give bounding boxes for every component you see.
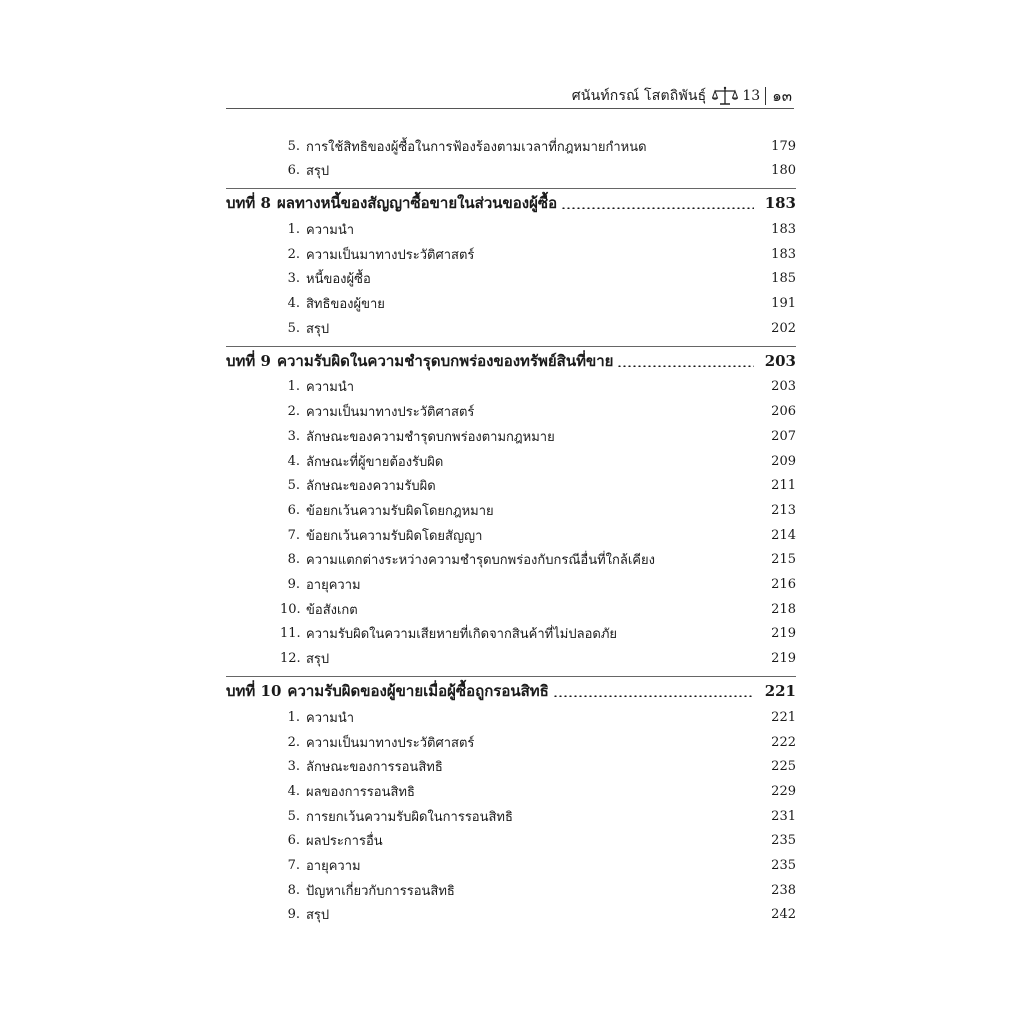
- entry-number: 1.: [287, 221, 300, 237]
- entry-page-number: 207: [771, 428, 796, 444]
- entry-page-number: 242: [771, 907, 796, 923]
- entry-title: ความเป็นมาทางประวัติศาสตร์: [306, 247, 475, 263]
- entry-title: ข้อสังเกต: [306, 602, 358, 618]
- entry-number: 3.: [287, 759, 300, 775]
- toc-entry-row: [280, 780, 796, 802]
- entry-title: สรุป: [306, 908, 330, 924]
- toc-entry-row: [280, 731, 796, 753]
- entry-number: 8.: [287, 552, 300, 568]
- entry-page-number: 218: [771, 601, 796, 617]
- entry-title: สิทธิของผู้ขาย: [306, 297, 385, 312]
- toc-chapter-row: [226, 350, 796, 372]
- entry-page-number: 235: [771, 858, 796, 873]
- entry-title: ความแตกต่างระหว่างความชำรุดบกพร่องกับกรณีอื่นที่ใกล้เคียง: [306, 553, 655, 569]
- entry-title: อายุความ: [306, 578, 361, 593]
- entry-title: ปัญหาเกี่ยวกับการรอนสิทธิ: [306, 883, 455, 899]
- toc-entry-row: [280, 499, 796, 521]
- entry-page-number: 219: [771, 626, 796, 642]
- toc-entry-row: [280, 524, 796, 546]
- entry-title: ผลประการอื่น: [306, 834, 383, 850]
- entry-number: 5.: [287, 478, 300, 494]
- page-number-arabic: 13: [742, 88, 761, 104]
- entry-title: ความนำ: [306, 222, 355, 238]
- chapter-divider: [226, 346, 796, 347]
- entry-number: 6.: [287, 502, 300, 518]
- entry-number: 3.: [287, 271, 300, 287]
- entry-page-number: 235: [771, 833, 796, 849]
- entry-page-number: 202: [771, 320, 796, 336]
- entry-title: ข้อยกเว้นความรับผิดโดยสัญญา: [306, 528, 483, 544]
- entry-page-number: 225: [771, 759, 796, 775]
- toc-entry-row: [280, 855, 796, 877]
- entry-page-number: 206: [771, 404, 796, 420]
- entry-number: 6.: [287, 833, 300, 849]
- entry-page-number: 183: [771, 246, 796, 262]
- entry-number: 2.: [287, 404, 300, 420]
- toc-entry-row: [280, 830, 796, 852]
- toc-entry-row: [280, 376, 796, 398]
- entry-title: ความเป็นมาทางประวัติศาสตร์: [306, 735, 475, 751]
- entry-title: ความนำ: [306, 380, 355, 396]
- author-name: ศนันท์กรณ์ โสตถิพันธุ์: [571, 88, 707, 104]
- entry-title: ความเป็นมาทางประวัติศาสตร์: [306, 405, 475, 421]
- chapter-title: ความรับผิดในความชำรุดบกพร่องของทรัพย์สินที่ขาย: [276, 351, 614, 370]
- toc-entry-row: [280, 135, 796, 157]
- entry-title: สรุป: [306, 164, 330, 180]
- running-header: [226, 80, 794, 109]
- entry-number: 7.: [287, 858, 300, 873]
- entry-number: 11.: [280, 626, 301, 642]
- toc-entry-row: [280, 623, 796, 645]
- toc-entry-row: [280, 805, 796, 827]
- toc-entry-row: [280, 598, 796, 620]
- entry-number: 5.: [287, 138, 300, 154]
- chapter-label: บทที่ 10: [226, 682, 282, 701]
- entry-number: 4.: [287, 296, 300, 311]
- entry-number: 12.: [280, 651, 301, 667]
- entry-number: 2.: [287, 246, 300, 262]
- entry-page-number: 183: [771, 221, 796, 237]
- toc-entry-row: [280, 904, 796, 926]
- entry-page-number: 216: [771, 577, 796, 592]
- entry-number: 4.: [287, 453, 300, 469]
- entry-page-number: 219: [771, 651, 796, 667]
- chapter-title: ความรับผิดของผู้ขายเมื่อผู้ซื้อถูกรอนสิทธิ: [287, 682, 549, 701]
- scales-of-justice-icon: [712, 86, 738, 106]
- entry-page-number: 221: [771, 709, 796, 725]
- entry-page-number: 211: [771, 478, 796, 494]
- entry-number: 8.: [287, 882, 300, 898]
- entry-page-number: 222: [771, 734, 796, 750]
- entry-number: 4.: [287, 783, 300, 799]
- entry-number: 6.: [287, 163, 300, 179]
- toc-entry-row: [280, 401, 796, 423]
- entry-title: ข้อยกเว้นความรับผิดโดยกฎหมาย: [306, 503, 494, 519]
- entry-number: 5.: [287, 808, 300, 824]
- toc-entry-row: [280, 268, 796, 290]
- chapter-divider: [226, 676, 796, 677]
- entry-title: ลักษณะของความรับผิด: [306, 479, 436, 495]
- entry-title: ลักษณะที่ผู้ขายต้องรับผิด: [306, 454, 444, 470]
- toc-entry-row: [280, 706, 796, 728]
- entry-number: 2.: [287, 734, 300, 750]
- entry-title: การยกเว้นความรับผิดในการรอนสิทธิ: [306, 809, 513, 825]
- entry-page-number: 238: [771, 882, 796, 898]
- entry-page-number: 209: [771, 453, 796, 469]
- entry-number: 9.: [287, 907, 300, 923]
- toc-entry-row: [280, 160, 796, 182]
- entry-page-number: 229: [771, 783, 796, 799]
- entry-number: 1.: [287, 709, 300, 725]
- entry-page-number: 213: [771, 502, 796, 518]
- entry-title: ผลของการรอนสิทธิ: [306, 784, 415, 800]
- entry-number: 9.: [287, 577, 300, 592]
- toc-chapter-row: [226, 192, 796, 214]
- entry-page-number: 231: [771, 808, 796, 824]
- entry-title: ความนำ: [306, 710, 355, 726]
- entry-title: การใช้สิทธิของผู้ซื้อในการฟ้องร้องตามเวลาที่กฎหมายกำหนด: [306, 139, 647, 155]
- toc-entry-row: [280, 648, 796, 670]
- toc-chapter-row: [226, 680, 796, 702]
- entry-page-number: 215: [771, 552, 796, 568]
- entry-page-number: 214: [771, 527, 796, 543]
- chapter-title: ผลทางหนี้ของสัญญาซื้อขายในส่วนของผู้ซื้อ: [276, 194, 558, 213]
- entry-page-number: 191: [771, 296, 796, 311]
- entry-title: สรุป: [306, 652, 330, 668]
- dot-leader: [553, 695, 754, 697]
- toc-entry-row: [280, 317, 796, 339]
- toc-entry-row: [280, 549, 796, 571]
- toc-entry-row: [280, 574, 796, 596]
- entry-page-number: 185: [771, 271, 796, 287]
- header-separator: [765, 87, 766, 105]
- chapter-page-number: 203: [764, 351, 796, 370]
- entry-title: อายุความ: [306, 859, 361, 874]
- chapter-page-number: 221: [764, 682, 796, 701]
- toc-entry-row: [280, 425, 796, 447]
- toc-entry-row: [280, 879, 796, 901]
- toc-entry-row: [280, 475, 796, 497]
- toc-entry-row: [280, 218, 796, 240]
- dot-leader: [617, 365, 754, 367]
- page-number-thai: ๑๓: [772, 87, 792, 105]
- chapter-divider: [226, 188, 796, 189]
- toc-entry-row: [280, 450, 796, 472]
- entry-title: ลักษณะของการรอนสิทธิ: [306, 760, 443, 776]
- entry-title: ลักษณะของความชำรุดบกพร่องตามกฎหมาย: [306, 429, 555, 445]
- chapter-page-number: 183: [764, 194, 796, 213]
- chapter-label: บทที่ 9: [226, 351, 271, 370]
- entry-title: ความรับผิดในความเสียหายที่เกิดจากสินค้าที่ไม่ปลอดภัย: [306, 627, 618, 643]
- toc-entry-row: [280, 293, 796, 315]
- entry-number: 10.: [280, 601, 301, 617]
- entry-page-number: 203: [771, 379, 796, 395]
- entry-page-number: 180: [771, 163, 796, 179]
- entry-number: 3.: [287, 428, 300, 444]
- dot-leader: [561, 207, 754, 209]
- entry-title: สรุป: [306, 321, 330, 337]
- entry-number: 7.: [287, 527, 300, 543]
- entry-page-number: 179: [771, 138, 796, 154]
- entry-title: หนี้ของผู้ซื้อ: [306, 272, 371, 288]
- toc-entry-row: [280, 243, 796, 265]
- entry-number: 1.: [287, 379, 300, 395]
- entry-number: 5.: [287, 320, 300, 336]
- toc-entry-row: [280, 756, 796, 778]
- chapter-label: บทที่ 8: [226, 194, 271, 213]
